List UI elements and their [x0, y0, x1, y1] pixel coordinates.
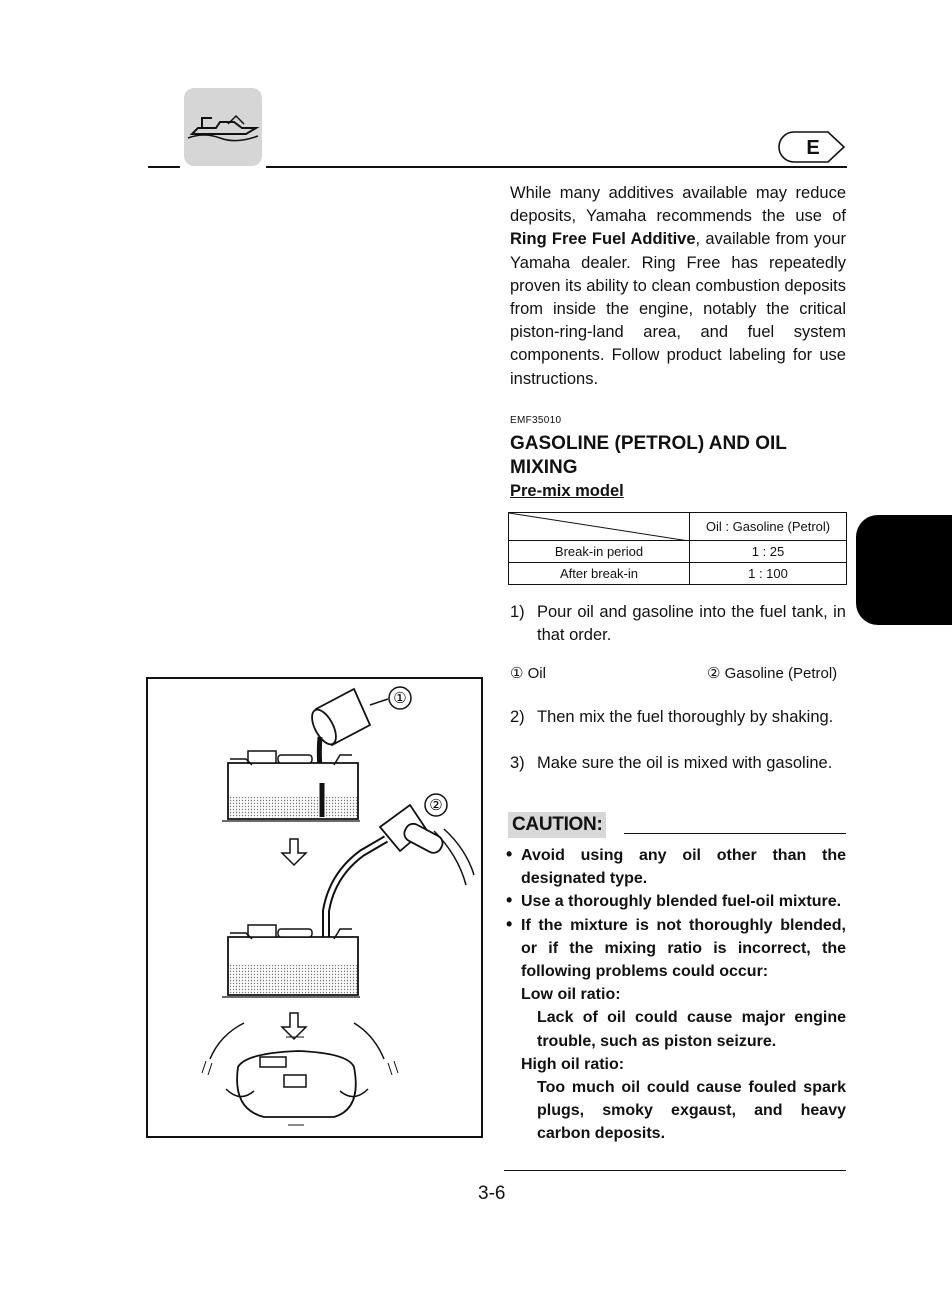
legend-label: Gasoline (Petrol) — [724, 665, 838, 682]
step-1 — [510, 601, 846, 647]
legend-marker: ② — [707, 665, 721, 682]
legend-marker: ① — [510, 665, 524, 682]
callout-2: ② — [429, 797, 443, 814]
period-cell: Break-in period — [509, 541, 690, 563]
fuel-mixing-illustration — [146, 677, 483, 1138]
arrow-down-icon — [282, 1013, 306, 1039]
jet-boat-icon — [184, 88, 262, 166]
step-text: Make sure the oil is mixed with gasoline. — [537, 754, 833, 772]
low-ratio-text: Lack of oil could cause major engine trouble, such as piston seizure. — [537, 1009, 846, 1050]
ratio-cell: 1 : 100 — [690, 563, 847, 585]
table-header-row — [509, 513, 847, 541]
caution-top-rule — [624, 833, 846, 834]
header-rule-left — [148, 166, 180, 168]
high-ratio-text: Too much oil could cause fouled spark plugs, smoky exgaust, and heavy carbon deposits. — [537, 1079, 846, 1143]
page-number: 3-6 — [478, 1183, 506, 1204]
ratio-cell: 1 : 25 — [690, 541, 847, 563]
section-subtitle: Pre-mix model — [510, 482, 624, 500]
section-title: GASOLINE (PETROL) AND OIL MIXING — [510, 433, 787, 478]
intro-line1: While many additives available may reduce deposits, Yamaha recommends the use of — [510, 184, 846, 226]
shaking-tank-icon — [202, 1023, 398, 1125]
language-code: E — [806, 137, 820, 159]
step-number: 3) — [510, 754, 525, 772]
callout-1: ① — [393, 690, 407, 707]
table-corner-cell — [509, 513, 690, 541]
mixing-ratio-table — [508, 512, 847, 585]
caution-bullet: • If the mixture is not thoroughly blended, or if the mixing ratio is incorrect, the following problems could occur: — [506, 914, 846, 984]
caution-heading: CAUTION: — [508, 812, 606, 838]
low-ratio-label: Low oil ratio: — [521, 986, 621, 1004]
period-cell: After break-in — [509, 563, 690, 585]
caution-bottom-rule — [504, 1170, 846, 1171]
legend-item-oil — [510, 664, 546, 682]
caution-bullet: • Avoid using any oil other than the designated type. — [506, 844, 846, 890]
table-row — [509, 563, 847, 585]
high-ratio-label: High oil ratio: — [521, 1055, 625, 1073]
step-text: Then mix the fuel thoroughly by shaking. — [537, 708, 834, 726]
step-3 — [510, 752, 846, 775]
fuel-nozzle-icon — [326, 805, 474, 943]
legend-label: Oil — [527, 665, 546, 682]
caution-bullet: • Use a thoroughly blended fuel-oil mixture. — [506, 890, 846, 913]
table-row — [509, 541, 847, 563]
fuel-tank-icon — [222, 925, 360, 997]
product-name: Ring Free Fuel Additive — [510, 230, 696, 249]
step-number: 1) — [510, 603, 525, 621]
fuel-tank-icon — [222, 751, 360, 821]
language-badge — [776, 130, 846, 164]
step-number: 2) — [510, 708, 525, 726]
arrow-down-icon — [282, 839, 306, 865]
table-column-header: Oil : Gasoline (Petrol) — [690, 513, 847, 541]
section-code: EMF35010 — [510, 415, 562, 426]
step-text: Pour oil and gasoline into the fuel tank, in that order. — [537, 603, 846, 645]
boat-badge — [184, 88, 262, 166]
header-rule-right — [266, 166, 847, 168]
step-2 — [510, 706, 846, 729]
caution-list — [506, 844, 846, 1146]
legend-item-gasoline — [707, 664, 837, 682]
intro-line2: , available from your Yamaha dealer. Ring Free has repeatedly proven its ability to clean combustion deposits from inside the engine, notably the critical piston-ring-land area, and fuel system components. Follow product labeling for use instructions. — [510, 230, 846, 388]
intro-paragraph — [510, 182, 846, 391]
chapter-side-tab — [856, 515, 952, 625]
